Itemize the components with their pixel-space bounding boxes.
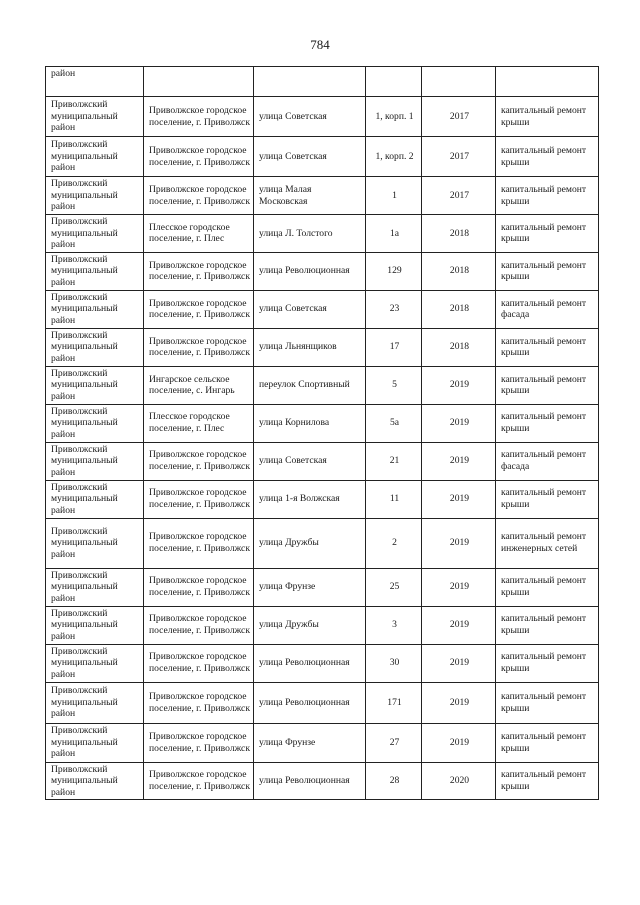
- cell-settlement: Приволжское городское поселение, г. Приволжск: [144, 644, 254, 682]
- table-row: [46, 404, 599, 442]
- cell-house: 21: [366, 442, 422, 480]
- cell-settlement: Приволжское городское поселение, г. Приволжск: [144, 252, 254, 290]
- cell-year: 2019: [422, 644, 496, 682]
- cell-district: Приволжский муниципальный район: [46, 404, 144, 442]
- cell-street: улица Фрунзе: [254, 568, 366, 606]
- cell-street: улица Л. Толстого: [254, 215, 366, 253]
- cell-house: 171: [366, 682, 422, 723]
- cell-year: 2019: [422, 682, 496, 723]
- cell-settlement: Приволжское городское поселение, г. Приволжск: [144, 682, 254, 723]
- cell-year: [422, 67, 496, 97]
- cell-street: улица Революционная: [254, 762, 366, 800]
- table-row: [46, 177, 599, 215]
- cell-house: 5а: [366, 404, 422, 442]
- table-row: [46, 682, 599, 723]
- cell-district: Приволжский муниципальный район: [46, 568, 144, 606]
- cell-work: капитальный ремонт крыши: [496, 682, 599, 723]
- cell-district: Приволжский муниципальный район: [46, 480, 144, 518]
- cell-year: 2019: [422, 480, 496, 518]
- cell-house: 1, корп. 2: [366, 137, 422, 177]
- cell-year: 2019: [422, 366, 496, 404]
- cell-work: капитальный ремонт крыши: [496, 404, 599, 442]
- cell-settlement: Плесское городское поселение, г. Плес: [144, 404, 254, 442]
- cell-street: улица Советская: [254, 290, 366, 328]
- cell-district: Приволжский муниципальный район: [46, 518, 144, 568]
- cell-district: Приволжский муниципальный район: [46, 290, 144, 328]
- cell-year: 2019: [422, 606, 496, 644]
- cell-street: улица Советская: [254, 442, 366, 480]
- cell-district: район: [46, 67, 144, 97]
- cell-work: капитальный ремонт крыши: [496, 568, 599, 606]
- cell-settlement: Приволжское городское поселение, г. Приволжск: [144, 177, 254, 215]
- cell-house: 129: [366, 252, 422, 290]
- table-row: [46, 762, 599, 800]
- cell-street: переулок Спортивный: [254, 366, 366, 404]
- cell-house: 5: [366, 366, 422, 404]
- cell-street: улица Революционная: [254, 644, 366, 682]
- cell-settlement: Приволжское городское поселение, г. Приволжск: [144, 606, 254, 644]
- cell-house: 2: [366, 518, 422, 568]
- table-row: [46, 568, 599, 606]
- table-row: [46, 480, 599, 518]
- cell-year: 2019: [422, 442, 496, 480]
- cell-house: 3: [366, 606, 422, 644]
- cell-house: 1, корп. 1: [366, 97, 422, 137]
- cell-work: капитальный ремонт крыши: [496, 480, 599, 518]
- cell-settlement: Приволжское городское поселение, г. Приволжск: [144, 290, 254, 328]
- table-row: [46, 252, 599, 290]
- cell-street: улица Революционная: [254, 252, 366, 290]
- cell-year: 2017: [422, 97, 496, 137]
- cell-settlement: [144, 67, 254, 97]
- table-row: [46, 215, 599, 253]
- cell-street: улица Малая Московская: [254, 177, 366, 215]
- cell-settlement: Приволжское городское поселение, г. Приволжск: [144, 97, 254, 137]
- repair-schedule-table: [45, 66, 599, 800]
- cell-work: капитальный ремонт крыши: [496, 137, 599, 177]
- table-row: [46, 97, 599, 137]
- cell-year: 2017: [422, 137, 496, 177]
- cell-house: 1а: [366, 215, 422, 253]
- cell-district: Приволжский муниципальный район: [46, 442, 144, 480]
- cell-house: 25: [366, 568, 422, 606]
- cell-settlement: Приволжское городское поселение, г. Приволжск: [144, 762, 254, 800]
- cell-street: улица Дружбы: [254, 518, 366, 568]
- cell-work: капитальный ремонт крыши: [496, 252, 599, 290]
- cell-house: 23: [366, 290, 422, 328]
- cell-work: капитальный ремонт крыши: [496, 97, 599, 137]
- table-row: [46, 606, 599, 644]
- cell-district: Приволжский муниципальный район: [46, 215, 144, 253]
- cell-work: капитальный ремонт крыши: [496, 215, 599, 253]
- table-row: [46, 328, 599, 366]
- table-row: [46, 290, 599, 328]
- table-row: [46, 518, 599, 568]
- cell-district: Приволжский муниципальный район: [46, 97, 144, 137]
- cell-work: капитальный ремонт крыши: [496, 644, 599, 682]
- cell-work: капитальный ремонт крыши: [496, 606, 599, 644]
- cell-settlement: Приволжское городское поселение, г. Приволжск: [144, 723, 254, 762]
- cell-settlement: Приволжское городское поселение, г. Приволжск: [144, 328, 254, 366]
- cell-year: 2020: [422, 762, 496, 800]
- cell-street: [254, 67, 366, 97]
- cell-settlement: Ингарское сельское поселение, с. Ингарь: [144, 366, 254, 404]
- cell-street: улица Фрунзе: [254, 723, 366, 762]
- cell-house: 17: [366, 328, 422, 366]
- cell-work: капитальный ремонт крыши: [496, 723, 599, 762]
- cell-district: Приволжский муниципальный район: [46, 644, 144, 682]
- cell-district: Приволжский муниципальный район: [46, 252, 144, 290]
- cell-settlement: Приволжское городское поселение, г. Приволжск: [144, 442, 254, 480]
- cell-house: 11: [366, 480, 422, 518]
- cell-settlement: Приволжское городское поселение, г. Приволжск: [144, 137, 254, 177]
- cell-house: 1: [366, 177, 422, 215]
- cell-settlement: Приволжское городское поселение, г. Приволжск: [144, 518, 254, 568]
- table-row: [46, 366, 599, 404]
- cell-district: Приволжский муниципальный район: [46, 682, 144, 723]
- cell-year: 2019: [422, 518, 496, 568]
- cell-year: 2019: [422, 723, 496, 762]
- cell-year: 2019: [422, 568, 496, 606]
- page-number: 784: [310, 37, 330, 52]
- cell-street: улица Льнянщиков: [254, 328, 366, 366]
- table-row: [46, 137, 599, 177]
- cell-district: Приволжский муниципальный район: [46, 723, 144, 762]
- cell-settlement: Приволжское городское поселение, г. Приволжск: [144, 480, 254, 518]
- cell-year: 2019: [422, 404, 496, 442]
- cell-work: капитальный ремонт крыши: [496, 328, 599, 366]
- cell-year: 2018: [422, 252, 496, 290]
- cell-year: 2018: [422, 328, 496, 366]
- table-row-continuation: [46, 67, 599, 97]
- cell-district: Приволжский муниципальный район: [46, 366, 144, 404]
- cell-street: улица Советская: [254, 137, 366, 177]
- cell-district: Приволжский муниципальный район: [46, 606, 144, 644]
- cell-district: Приволжский муниципальный район: [46, 328, 144, 366]
- cell-street: улица Корнилова: [254, 404, 366, 442]
- cell-district: Приволжский муниципальный район: [46, 762, 144, 800]
- cell-work: капитальный ремонт крыши: [496, 366, 599, 404]
- cell-year: 2018: [422, 215, 496, 253]
- cell-street: улица Революционная: [254, 682, 366, 723]
- cell-street: улица Советская: [254, 97, 366, 137]
- cell-work: [496, 67, 599, 97]
- cell-work: капитальный ремонт крыши: [496, 177, 599, 215]
- cell-house: 30: [366, 644, 422, 682]
- cell-work: капитальный ремонт фасада: [496, 290, 599, 328]
- cell-house: 27: [366, 723, 422, 762]
- table-row: [46, 644, 599, 682]
- cell-settlement: Приволжское городское поселение, г. Приволжск: [144, 568, 254, 606]
- cell-district: Приволжский муниципальный район: [46, 177, 144, 215]
- cell-year: 2018: [422, 290, 496, 328]
- cell-work: капитальный ремонт крыши: [496, 762, 599, 800]
- cell-street: улица 1-я Волжская: [254, 480, 366, 518]
- table-row: [46, 723, 599, 762]
- cell-street: улица Дружбы: [254, 606, 366, 644]
- cell-work: капитальный ремонт инженерных сетей: [496, 518, 599, 568]
- cell-work: капитальный ремонт фасада: [496, 442, 599, 480]
- table-row: [46, 442, 599, 480]
- cell-house: [366, 67, 422, 97]
- cell-district: Приволжский муниципальный район: [46, 137, 144, 177]
- cell-settlement: Плесское городское поселение, г. Плес: [144, 215, 254, 253]
- cell-year: 2017: [422, 177, 496, 215]
- cell-house: 28: [366, 762, 422, 800]
